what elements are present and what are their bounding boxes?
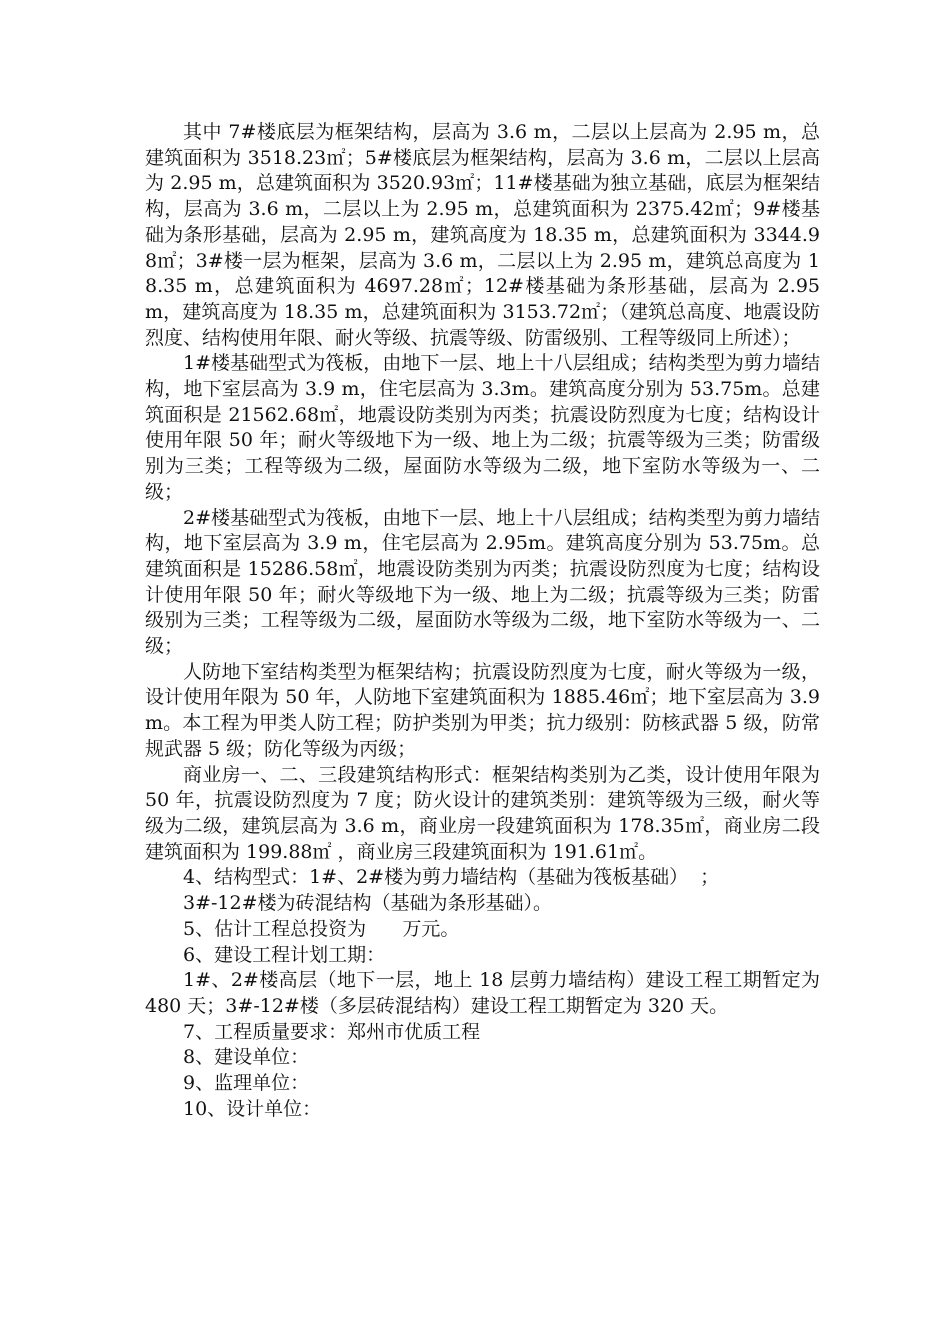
paragraph-commercial-buildings: 商业房一、二、三段建筑结构形式：框架结构类别为乙类，设计使用年限为 50 年，抗震设防烈度为 7 度；防火设计的建筑类别：建筑等级为三级，耐火等级为二级，建筑层高为 3.6 m，商业房一段建筑面积为 178.35㎡，商业房二段建筑面积为 199.88㎡ ，商业房三段建筑面积为 191.61㎡。	[145, 763, 827, 863]
item-construction-unit: 8、建设单位：	[183, 1046, 310, 1069]
item-supervision-unit: 9、监理单位：	[183, 1072, 310, 1095]
item-total-investment: 5、估计工程总投资为 万元。	[183, 917, 460, 940]
paragraph-buildings-overview: 其中 7#楼底层为框架结构，层高为 3.6 m，二层以上层高为 2.95 m，总建筑面积为 3518.23㎡；5#楼底层为框架结构，层高为 3.6 m，二层以上层高为 2.95 m，总建筑面积为 3520.93㎡；11#楼基础为独立基础，底层为框架结构，层高为 3.6 m，二层以上为 2.95 m，总建筑面积为 2375.42㎡；9#楼基础为条形基础，层高为 2.95 m，建筑高度为 18.35 m，总建筑面积为 3344.98㎡；3#楼一层为框架，层高为 3.6 m，二层以上为 2.95 m，建筑总高度为 18.35 m，总建筑面积为 4697.28㎡；12#楼基础为条形基础，层高为 2.95 m，建筑高度为 18.35 m，总建筑面积为 3153.72㎡；（建筑总高度、地震设防烈度、结构使用年限、耐火等级、抗震等级、防雷级别、工程等级同上所述）；	[145, 121, 827, 349]
item-quality-requirement: 7、工程质量要求：郑州市优质工程	[183, 1020, 481, 1043]
paragraph-civil-defense-basement: 人防地下室结构类型为框架结构；抗震设防烈度为七度，耐火等级为一级，设计使用年限为 50 年，人防地下室建筑面积为 1885.46㎡；地下室层高为 3.9 m。本工程为甲类人防工程；防护类别为甲类；抗力级别：防核武器 5 级，防常规武器 5 级；防化等级为丙级；	[145, 660, 827, 760]
item-structure-type-continued: 3#-12#楼为砖混结构（基础为条形基础）。	[183, 892, 553, 915]
item-construction-schedule: 6、建设工程计划工期：	[183, 943, 386, 966]
paragraph-building-1: 1#楼基础型式为筏板，由地下一层、地上十八层组成；结构类型为剪力墙结构，地下室层高为 3.9 m，住宅层高为 3.3m。建筑高度分别为 53.75m。总建筑面积是 21562.68㎡，地震设防类别为丙类；抗震设防烈度为七度；结构设计使用年限 50 年；耐火等级地下为一级、地上为二级；抗震等级为三类；防雷级别为三类；工程等级为二级，屋面防水等级为二级，地下室防水等级为一、二级；	[145, 352, 820, 503]
paragraph-building-2: 2#楼基础型式为筏板，由地下一层、地上十八层组成；结构类型为剪力墙结构，地下室层高为 3.9 m，住宅层高为 2.95m。建筑高度分别为 53.75m。总建筑面积是 15286.58㎡，地震设防类别为丙类；抗震设防烈度为七度；结构设计使用年限 50 年；耐火等级地下为一级、地上为二级；抗震等级为三类；防雷级别为三类；工程等级为二级，屋面防水等级为二级，地下室防水等级为一、二级；	[145, 506, 820, 658]
item-schedule-detail: 1#、2#楼高层（地下一层，地上 18 层剪力墙结构）建设工程工期暂定为 480 天；3#-12#楼（多层砖混结构）建设工程工期暂定为 320 天。	[145, 969, 827, 1017]
document-body	[145, 120, 827, 1122]
item-design-unit: 10、设计单位：	[183, 1097, 322, 1120]
item-structure-type: 4、结构型式：1#、2#楼为剪力墙结构（基础为筏板基础） ；	[183, 866, 720, 889]
